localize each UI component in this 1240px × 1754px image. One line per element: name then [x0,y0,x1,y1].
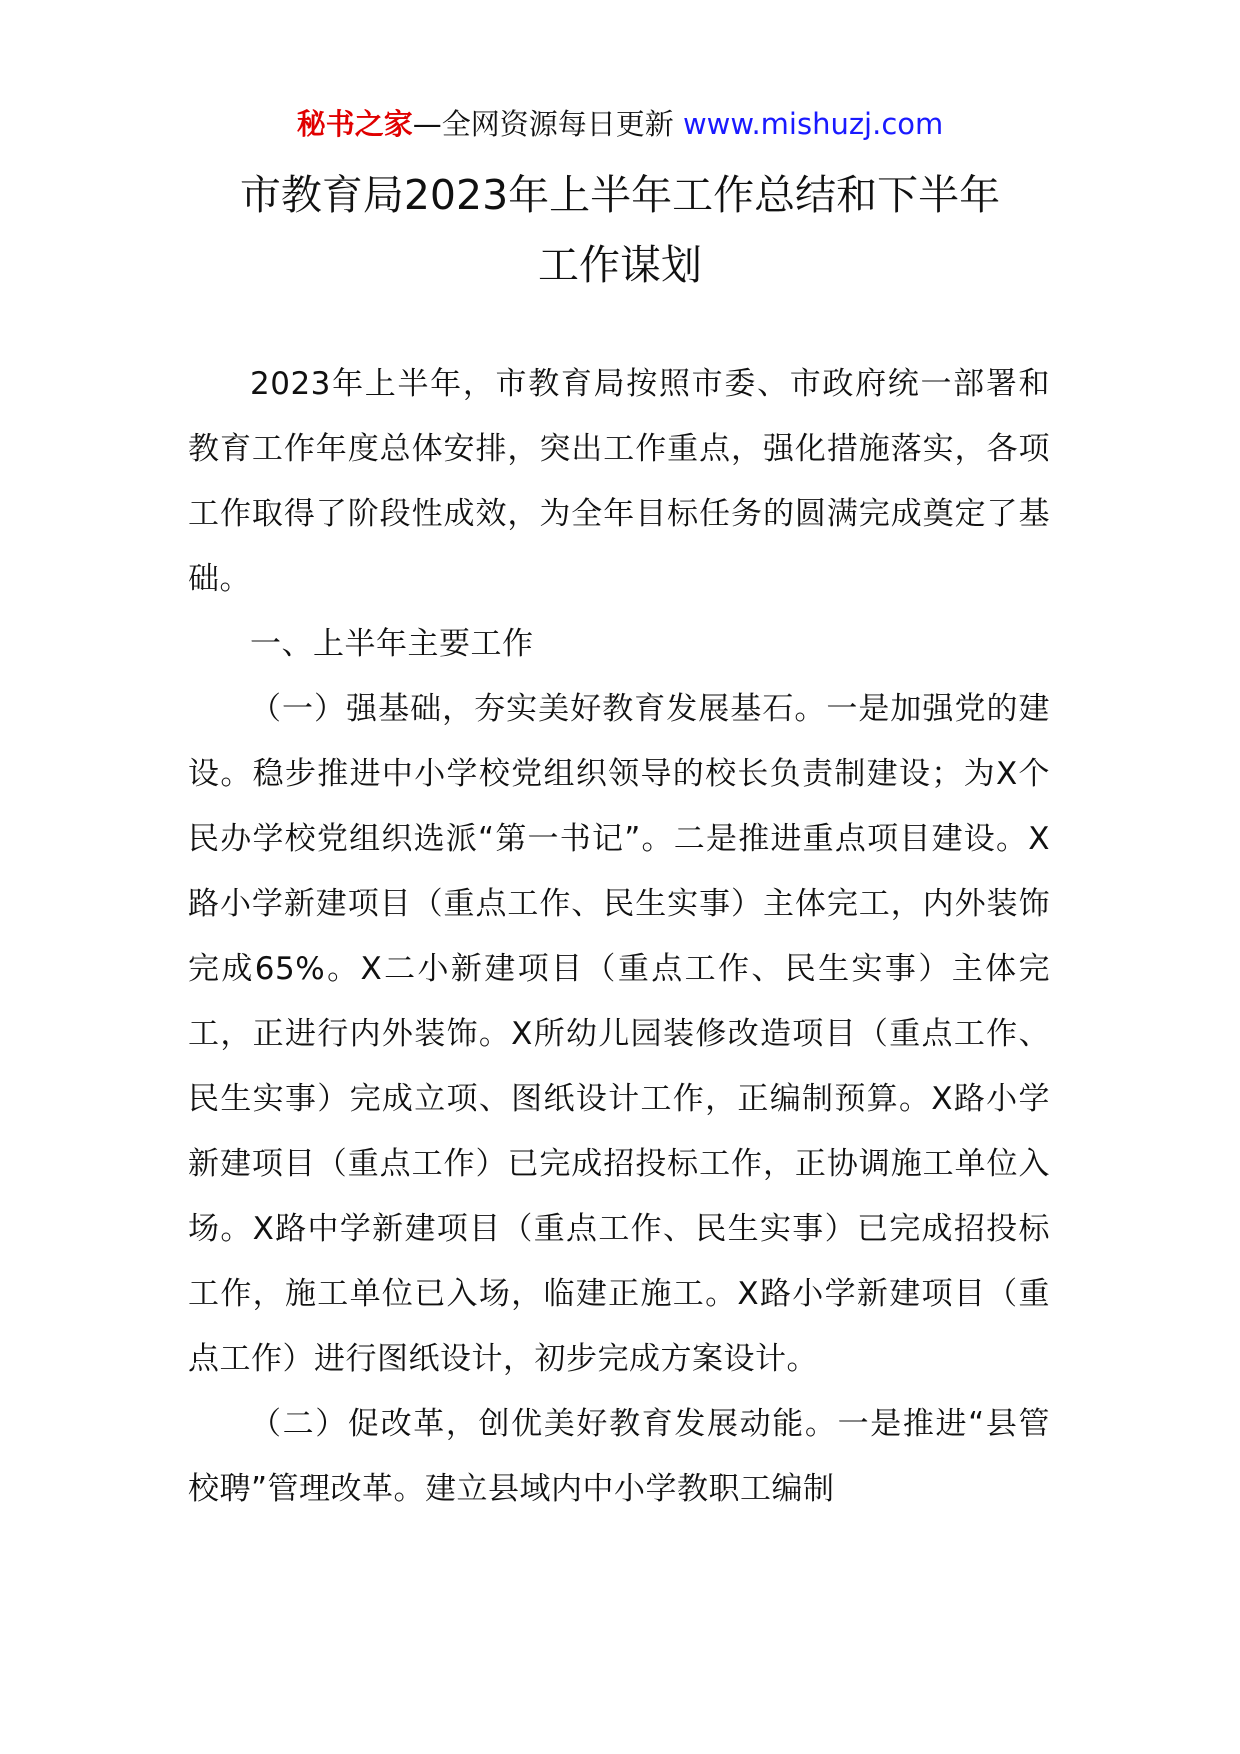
brand-name: 秘书之家 [296,107,413,141]
document-title [150,160,1090,300]
site-link[interactable]: www.mishuzj.com [682,107,944,141]
title-line-1: 市教育局2023年上半年工作总结和下半年 [239,171,1001,219]
title-line-2: 工作谋划 [538,241,702,289]
paragraph-section-2: （二）促改革，创优美好教育发展动能。一是推进“县管校聘”管理改革。建立县域内中小学教职工编制 [188,1406,1050,1507]
header-banner [0,104,1240,144]
header-tagline: —全网资源每日更新 [412,107,683,141]
paragraph-section-1: （一）强基础，夯实美好教育发展基石。一是加强党的建设。稳步推进中小学校党组织领导的校长负责制建设；为X个民办学校党组织选派“第一书记”。二是推进重点项目建设。X路小学新建项目（重点工作、民生实事）主体完工，内外装饰完成65%。X二小新建项目（重点工作、民生实事）主体完工，正进行内外装饰。X所幼儿园装修改造项目（重点工作、民生实事）完成立项、图纸设计工作，正编制预算。X路小学新建项目（重点工作）已完成招投标工作，正协调施工单位入场。X路中学新建项目（重点工作、民生实事）已完成招投标工作，施工单位已入场，临建正施工。X路小学新建项目（重点工作）进行图纸设计，初步完成方案设计。 [188,691,1050,1377]
paragraph-intro: 2023年上半年，市教育局按照市委、市政府统一部署和教育工作年度总体安排，突出工作重点，强化措施落实，各项工作取得了阶段性成效，为全年目标任务的圆满完成奠定了基础。 [188,366,1050,597]
section-heading: 一、上半年主要工作 [250,626,534,662]
document-body [188,352,1050,1522]
